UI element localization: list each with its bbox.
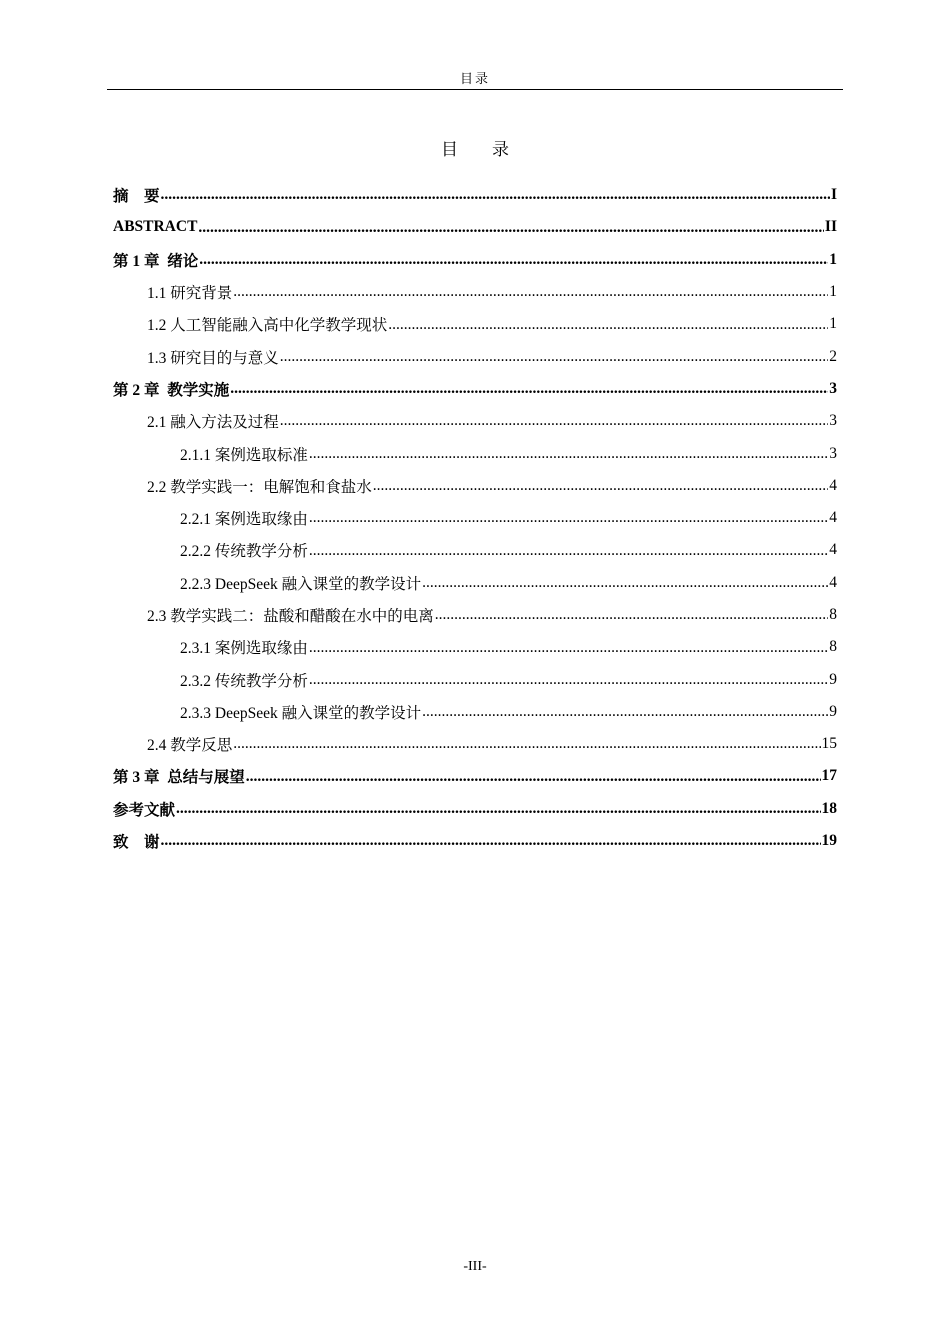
toc-entry[interactable] — [113, 470, 837, 502]
toc-entry-page: 1 — [829, 250, 837, 268]
toc-leader-dots — [280, 413, 828, 429]
toc-entry-page: 3 — [829, 379, 837, 397]
toc-entry-label: 2.2.2 传统教学分析 — [180, 543, 308, 561]
toc-entry-page: 1 — [829, 315, 837, 333]
toc-entry[interactable] — [113, 663, 837, 695]
table-of-contents — [113, 179, 837, 857]
toc-entry-label: 1.1 研究背景 — [147, 285, 233, 303]
toc-entry-page: 3 — [829, 412, 837, 430]
toc-entry-page: 1 — [829, 283, 837, 301]
toc-leader-dots — [233, 736, 820, 752]
toc-leader-dots — [309, 640, 828, 656]
toc-leader-dots — [176, 801, 820, 817]
toc-entry-page: 17 — [821, 767, 837, 785]
toc-entry-label: 2.1 融入方法及过程 — [147, 414, 279, 432]
toc-entry-label: 2.1.1 案例选取标准 — [180, 446, 308, 464]
toc-entry[interactable] — [113, 405, 837, 437]
toc-entry-label: 2.3.3 DeepSeek 融入课堂的教学设计 — [180, 704, 422, 722]
toc-leader-dots — [198, 220, 824, 236]
toc-entry[interactable] — [113, 373, 837, 405]
toc-entry-page: 18 — [821, 799, 837, 817]
toc-leader-dots — [246, 769, 821, 785]
toc-entry-page: 2 — [829, 347, 837, 365]
running-header-text: 目录 — [459, 71, 490, 86]
toc-entry[interactable] — [113, 502, 837, 534]
toc-leader-dots — [422, 575, 828, 591]
toc-entry-page: 4 — [829, 541, 837, 559]
toc-entry[interactable] — [113, 244, 837, 276]
toc-entry[interactable] — [113, 760, 837, 792]
toc-entry[interactable] — [113, 631, 837, 663]
toc-entry-label: ABSTRACT — [113, 218, 198, 236]
toc-entry[interactable] — [113, 696, 837, 728]
toc-entry-label: 2.2.1 案例选取缘由 — [180, 511, 308, 529]
toc-leader-dots — [309, 510, 828, 526]
toc-entry[interactable] — [113, 825, 837, 857]
toc-leader-dots — [161, 833, 821, 849]
toc-entry[interactable] — [113, 211, 837, 243]
toc-entry[interactable] — [113, 728, 837, 760]
toc-entry[interactable] — [113, 276, 837, 308]
toc-leader-dots — [233, 284, 828, 300]
toc-entry-label: 第 1 章 绪论 — [113, 252, 199, 270]
toc-leader-dots — [309, 672, 828, 688]
toc-entry-label: 2.3.1 案例选取缘由 — [180, 640, 308, 658]
toc-entry-label: 致 谢 — [113, 834, 160, 852]
toc-entry-page: 4 — [829, 509, 837, 527]
toc-leader-dots — [309, 543, 828, 559]
page-number: -III- — [463, 1259, 487, 1274]
toc-entry-label: 1.3 研究目的与意义 — [147, 349, 279, 367]
toc-entry-label: 1.2 人工智能融入高中化学教学现状 — [147, 317, 388, 335]
toc-leader-dots — [435, 607, 828, 623]
toc-leader-dots — [230, 381, 828, 397]
toc-entry-page: 8 — [829, 606, 837, 623]
toc-leader-dots — [388, 317, 828, 333]
running-header — [107, 70, 843, 90]
toc-entry[interactable] — [113, 534, 837, 566]
toc-entry-page: II — [824, 218, 837, 236]
toc-title — [0, 139, 950, 161]
toc-entry[interactable] — [113, 793, 837, 825]
toc-entry[interactable] — [113, 308, 837, 340]
toc-leader-dots — [309, 446, 828, 462]
toc-title-left: 目 — [441, 140, 458, 159]
toc-entry-label: 摘 要 — [113, 188, 160, 206]
toc-entry-page: 3 — [829, 444, 837, 462]
toc-entry-label: 2.3.2 传统教学分析 — [180, 672, 308, 690]
toc-entry-label: 第 3 章 总结与展望 — [113, 769, 245, 787]
toc-entry-page: 4 — [829, 476, 837, 494]
toc-leader-dots — [373, 478, 828, 494]
toc-entry-label: 参考文献 — [113, 801, 176, 819]
toc-leader-dots — [161, 187, 830, 203]
toc-entry-page: 19 — [821, 832, 837, 850]
toc-leader-dots — [280, 349, 828, 365]
toc-entry-label: 第 2 章 教学实施 — [113, 381, 230, 399]
toc-title-right: 录 — [492, 140, 509, 159]
toc-entry-page: 9 — [829, 670, 837, 688]
toc-entry[interactable] — [113, 567, 837, 599]
toc-entry-label: 2.4 教学反思 — [147, 737, 233, 755]
toc-entry-page: I — [830, 186, 837, 204]
toc-entry-label: 2.2 教学实践一：电解饱和食盐水 — [147, 478, 372, 496]
toc-leader-dots — [422, 704, 828, 720]
toc-entry-page: 9 — [829, 702, 837, 720]
toc-entry[interactable] — [113, 179, 837, 211]
toc-entry-page: 15 — [821, 735, 837, 753]
toc-entry[interactable] — [113, 340, 837, 372]
toc-entry-label: 2.3 教学实践二：盐酸和醋酸在水中的电离 — [147, 608, 434, 625]
toc-entry[interactable] — [113, 599, 837, 631]
toc-entry-page: 8 — [829, 638, 837, 656]
toc-entry[interactable] — [113, 437, 837, 469]
toc-leader-dots — [199, 252, 828, 268]
toc-entry-page: 4 — [829, 573, 837, 591]
toc-entry-label: 2.2.3 DeepSeek 融入课堂的教学设计 — [180, 575, 422, 593]
